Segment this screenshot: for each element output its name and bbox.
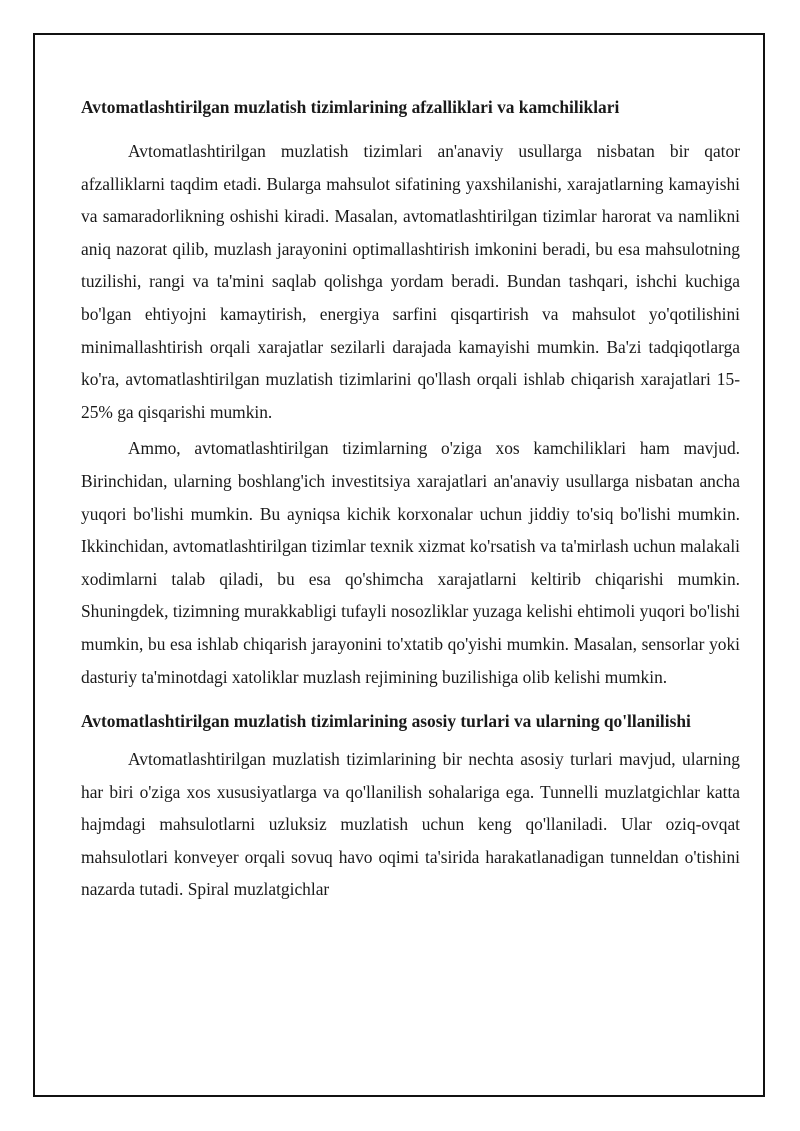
document-body xyxy=(81,96,740,906)
paragraph-types: Avtomatlashtirilgan muzlatish tizimlarining bir nechta asosiy turlari mavjud, ularning har biri o'ziga xos xususiyatlarga va qo'llanilish sohalariga ega. Tunnelli muzlatgichlar katta hajmdagi mahsulotlarni uzluksiz muzlatish uchun keng qo'llaniladi. Ular oziq-ovqat mahsulotlari konveyer orqali sovuq havo oqimi ta'sirida harakatlanadigan tunneldan o'tishini nazarda tutadi. Spiral muzlatgichlar xyxy=(81,749,740,900)
section-heading-types: Avtomatlashtirilgan muzlatish tizimlarining asosiy turlari va ularning qo'llanilishi xyxy=(81,711,691,732)
section-heading-advantages: Avtomatlashtirilgan muzlatish tizimlarining afzalliklari va kamchiliklari xyxy=(81,97,620,117)
paragraph-advantages: Avtomatlashtirilgan muzlatish tizimlari an'anaviy usullarga nisbatan bir qator afzalliklarni taqdim etadi. Bularga mahsulot sifatining yaxshilanishi, xarajatlarning kamayishi va samaradorlikning oshishi kiradi. Masalan, avtomatlashtirilgan tizimlar harorat va namlikni aniq nazorat qilib, muzlash jarayonini optimallashtirish imkonini beradi, bu esa mahsulotning tuzilishi, rangi va ta'mini saqlab qolishga yordam beradi. Bundan tashqari, ishchi kuchiga bo'lgan ehtiyojni kamaytirish, energiya sarfini qisqartirish va mahsulot yo'qotilishini minimallashtirish orqali xarajatlar sezilarli darajada kamayishi mumkin. Ba'zi tadqiqotlarga ko'ra, avtomatlashtirilgan muzlatish tizimlarini qo'llash orqali ishlab chiqarish xarajatlari 15-25% ga qisqarishi mumkin. xyxy=(81,141,740,422)
paragraph-disadvantages: Ammo, avtomatlashtirilgan tizimlarning o'ziga xos kamchiliklari ham mavjud. Birinchidan, ularning boshlang'ich investitsiya xarajatlari an'anaviy usullarga nisbatan ancha yuqori bo'lishi mumkin. Bu ayniqsa kichik korxonalar uchun jiddiy to'siq bo'lishi mumkin. Ikkinchidan, avtomatlashtirilgan tizimlar texnik xizmat ko'rsatish va ta'mirlash uchun malakali xodimlarni talab qiladi, bu esa qo'shimcha xarajatlarni keltirib chiqarishi mumkin. Shuningdek, tizimning murakkabligi tufayli nosozliklar yuzaga kelishi ehtimoli yuqori bo'lishi mumkin, bu esa ishlab chiqarish jarayonini to'xtatib qo'yishi mumkin. Masalan, sensorlar yoki dasturiy ta'minotdagi xatoliklar muzlash rejimining buzilishiga olib kelishi mumkin. xyxy=(81,438,740,687)
